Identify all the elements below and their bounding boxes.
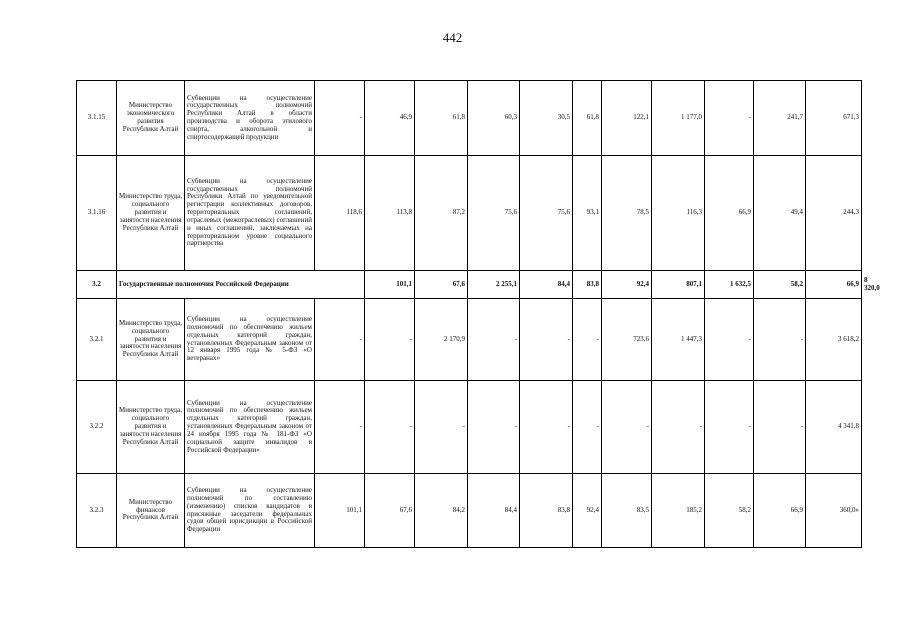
- value-cell: 66,9: [705, 156, 754, 271]
- value-cell: 84,4: [468, 474, 520, 548]
- value-cell: -: [520, 299, 573, 381]
- description-cell: Субвенции на осуществление полномочий по обеспечению жильем отдельных категорий граждан, установленных Федеральным законом от 24 ноября 1995 года № 181-ФЗ «О социальной защите инвалидов в Российской Федерации»: [185, 381, 315, 474]
- value-cell: 101,1: [365, 271, 415, 299]
- organization-cell: Министерство труда, социального развития и занятости населения Республики Алтай: [117, 381, 185, 474]
- value-cell: 92,4: [602, 271, 652, 299]
- value-cell: 122,1: [602, 81, 652, 156]
- organization-cell: Министерство труда, социального развития и занятости населения Республики Алтай: [117, 299, 185, 381]
- value-cell: 360,0»: [806, 474, 862, 548]
- table-row: [77, 81, 862, 156]
- description-cell: Субвенции на осуществление государственных полномочий Республики Алтай в области производства и оборота этилового спирта, алкогольной и спиртосодержащей продукции: [185, 81, 315, 156]
- value-cell: 61,8: [573, 81, 602, 156]
- table-row: [77, 474, 862, 548]
- row-number: 3.1.15: [77, 81, 117, 156]
- description-cell: Субвенции на осуществление государственных полномочий Республики Алтай по уведомительной регистрации коллективных договоров, территориальных соглашений, отраслевых (межотраслевых) соглашений и иных соглашений, заключаемых на территориальном уровне социального партнерства: [185, 156, 315, 271]
- value-cell: 66,9: [754, 474, 806, 548]
- value-cell: 67,6: [415, 271, 468, 299]
- value-cell: 116,3: [652, 156, 705, 271]
- value-cell: 83,8: [520, 474, 573, 548]
- value-cell: -: [365, 381, 415, 474]
- value-cell: 723,6: [602, 299, 652, 381]
- value-cell: 83,5: [602, 474, 652, 548]
- value-cell: 3 618,2: [806, 299, 862, 381]
- value-cell: 84,4: [520, 271, 573, 299]
- value-cell: 58,2: [705, 474, 754, 548]
- value-cell: -: [415, 381, 468, 474]
- value-cell: -: [705, 381, 754, 474]
- value-cell: 60,3: [468, 81, 520, 156]
- table-row: [77, 156, 862, 271]
- value-cell: 118,6: [315, 156, 365, 271]
- value-cell: 244,3: [806, 156, 862, 271]
- value-cell: 84,2: [415, 474, 468, 548]
- value-cell: 78,5: [602, 156, 652, 271]
- value-cell: 671,3: [806, 81, 862, 156]
- value-cell: -: [315, 81, 365, 156]
- description-cell: Субвенции на осуществление полномочий по обеспечению жильем отдельных категорий граждан, установленных Федеральным законом от 12 января 1995 года № 5-ФЗ «О ветеранах»: [185, 299, 315, 381]
- section-title: Государственные полномочия Российской Федерации: [117, 271, 365, 299]
- value-cell: 1 447,3: [652, 299, 705, 381]
- value-cell: 75,6: [520, 156, 573, 271]
- organization-cell: Министерство экономического развития Республики Алтай: [117, 81, 185, 156]
- table-row-section: 3.2 Государственные полномочия Российской Федерации 101,1 67,6 2 255,1 84,4 83,8 92,4 807,1 1 632,5 58,2 66,9 8 320,0: [77, 271, 862, 299]
- row-number: 3.2.3: [77, 474, 117, 548]
- value-cell: -: [573, 381, 602, 474]
- value-cell: -: [468, 299, 520, 381]
- value-cell: -: [754, 381, 806, 474]
- value-cell: -: [705, 81, 754, 156]
- value-cell: 92,4: [573, 474, 602, 548]
- budget-table: [76, 80, 880, 548]
- value-cell: -: [520, 381, 573, 474]
- description-cell: Субвенции на осуществление полномочий по составлению (изменению) списков кандидатов в присяжные заседатели федеральных судов общей юрисдикции в Российской Федерации: [185, 474, 315, 548]
- value-cell: 58,2: [754, 271, 806, 299]
- value-cell: 49,4: [754, 156, 806, 271]
- value-cell: -: [315, 381, 365, 474]
- value-cell: 75,6: [468, 156, 520, 271]
- value-cell: 1 632,5: [705, 271, 754, 299]
- row-number: 3.2: [77, 271, 117, 299]
- organization-cell: Министерство финансов Республики Алтай: [117, 474, 185, 548]
- value-cell: 66,9: [806, 271, 862, 299]
- value-cell: 241,7: [754, 81, 806, 156]
- value-cell: -: [468, 381, 520, 474]
- value-cell: 4 341,8: [806, 381, 862, 474]
- value-cell: 185,2: [652, 474, 705, 548]
- value-cell: 101,1: [315, 474, 365, 548]
- value-cell: -: [705, 299, 754, 381]
- value-cell: -: [573, 299, 602, 381]
- row-number: 3.1.16: [77, 156, 117, 271]
- value-cell: 46,9: [365, 81, 415, 156]
- table-row: [77, 299, 862, 381]
- value-cell: 113,8: [365, 156, 415, 271]
- row-number: 3.2.1: [77, 299, 117, 381]
- value-cell: 87,2: [415, 156, 468, 271]
- value-cell: -: [365, 299, 415, 381]
- value-cell: 2 170,9: [415, 299, 468, 381]
- value-cell: 807,1: [652, 271, 705, 299]
- value-cell: 67,6: [365, 474, 415, 548]
- page-number: 442: [442, 30, 463, 45]
- value-cell: -: [652, 381, 705, 474]
- row-number: 3.2.2: [77, 381, 117, 474]
- value-cell: 83,8: [573, 271, 602, 299]
- value-cell: -: [602, 381, 652, 474]
- organization-cell: Министерство труда, социального развития и занятости населения Республики Алтай: [117, 156, 185, 271]
- value-cell: -: [754, 299, 806, 381]
- table-row: [77, 381, 862, 474]
- value-cell: 61,8: [415, 81, 468, 156]
- value-cell: 1 177,0: [652, 81, 705, 156]
- value-cell: 2 255,1: [468, 271, 520, 299]
- value-cell: -: [315, 299, 365, 381]
- value-cell: 93,1: [573, 156, 602, 271]
- value-cell: 30,5: [520, 81, 573, 156]
